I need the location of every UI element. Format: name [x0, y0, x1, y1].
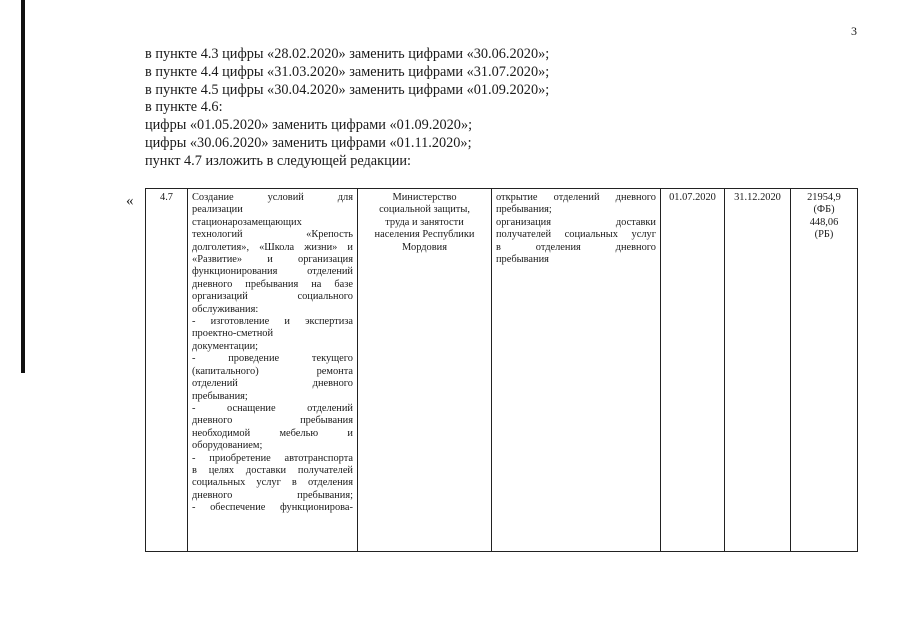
opening-quote-mark: « — [126, 193, 134, 209]
plan-table — [145, 188, 858, 552]
paragraph-line: в пункте 4.5 цифры «30.04.2020» заменить цифрами «01.09.2020»; — [145, 81, 550, 98]
result-line: пребывания — [496, 254, 549, 266]
result-line: в отделения дневного — [496, 241, 656, 253]
description-line: пребывания; — [192, 390, 248, 402]
amount-line: 448,06 — [809, 216, 839, 228]
item-number-cell: 4.7 — [146, 189, 188, 552]
result-line: организация доставки — [496, 216, 656, 228]
paragraph-line: пункт 4.7 изложить в следующей редакции: — [145, 152, 412, 169]
description-line: - обеспечение функционирова- — [192, 502, 353, 514]
description-line: организаций социального — [192, 291, 353, 303]
responsible-line: населения Республики — [374, 229, 475, 241]
description-line: дневного пребывания на базе — [192, 278, 353, 290]
description-line: - изготовление и экспертиза — [192, 316, 353, 328]
description-line: «Развитие» и организация — [192, 254, 353, 266]
description-line: долголетия», «Школа жизни» и — [192, 241, 353, 253]
paragraph-line: цифры «01.05.2020» заменить цифрами «01.09.2020»; — [145, 117, 473, 134]
description-line: - приобретение автотранспорта — [192, 452, 353, 464]
description-line: документации; — [192, 340, 259, 352]
description-line: функционирования отделений — [192, 266, 353, 278]
amount-line: (РБ) — [814, 229, 834, 241]
start-date-cell: 01.07.2020 — [661, 189, 725, 552]
description-line: отделений дневного — [192, 378, 353, 390]
result-line: получателей социальных услуг — [496, 229, 656, 241]
description-line: - проведение текущего — [192, 353, 353, 365]
paragraph-line: в пункте 4.6: — [145, 99, 223, 116]
table-row — [146, 189, 858, 552]
description-line: проектно-сметной — [192, 328, 274, 340]
paragraph-line: цифры «30.06.2020» заменить цифрами «01.11.2020»; — [145, 134, 472, 151]
end-date-cell: 31.12.2020 — [725, 189, 791, 552]
responsible-line: Мордовия — [402, 241, 447, 253]
responsible-line: Министерство — [392, 192, 457, 203]
description-line: - оснащение отделений — [192, 402, 353, 414]
description-line: необходимой мебелью и — [192, 427, 353, 439]
description-line: в целях доставки получателей — [192, 464, 353, 476]
responsible-line: социальной защиты, — [379, 204, 470, 216]
description-line: Создание условий для — [192, 192, 353, 203]
description-line: (капитального) ремонта — [192, 365, 353, 377]
description-line: реализации — [192, 204, 243, 216]
description-line: стационарозамещающих — [192, 216, 302, 228]
amount-line: 21954,9 — [807, 192, 841, 203]
amount-line: (ФБ) — [813, 204, 835, 216]
responsible-line: труда и занятости — [385, 216, 464, 228]
funding-amount-cell — [791, 189, 858, 552]
paragraph-line: в пункте 4.3 цифры «28.02.2020» заменить цифрами «30.06.2020»; — [145, 46, 550, 62]
result-line: открытие отделений дневного — [496, 192, 656, 203]
responsible-cell — [358, 189, 492, 552]
paragraph-line: в пункте 4.4 цифры «31.03.2020» заменить цифрами «31.07.2020»; — [145, 63, 550, 80]
result-cell — [492, 189, 661, 552]
amendment-text — [145, 46, 549, 171]
description-line: оборудованием; — [192, 440, 263, 452]
scan-margin-bar — [21, 0, 25, 373]
page-number: 3 — [851, 24, 857, 38]
description-line: обслуживания: — [192, 303, 259, 315]
description-line: социальных услуг в отделения — [192, 477, 353, 489]
description-line: технологий «Крепость — [192, 229, 353, 241]
result-line: пребывания; — [496, 204, 552, 216]
description-cell — [188, 189, 358, 552]
description-line: дневного пребывания — [192, 415, 353, 427]
description-line: дневного пребывания; — [192, 489, 353, 501]
